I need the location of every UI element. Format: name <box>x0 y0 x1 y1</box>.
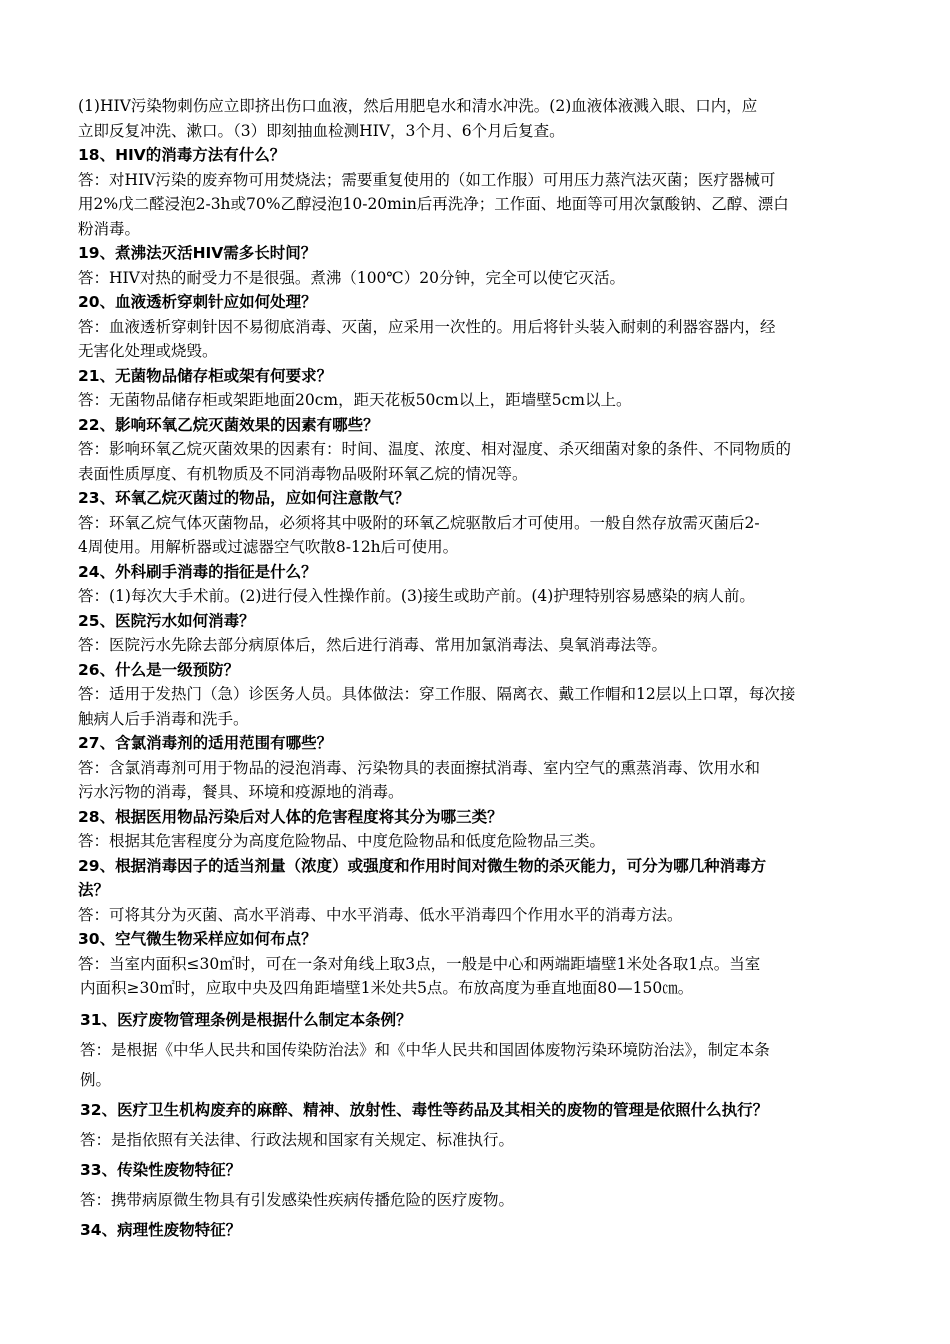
question-29-cont: 法？ <box>78 881 110 899</box>
answer-26-line: 答：适用于发热门（急）诊医务人员。具体做法：穿工作服、隔离衣、戴工作帽和12层以上口罩，每次接 <box>78 685 796 703</box>
question-28: 28、根据医用物品污染后对人体的危害程度将其分为哪三类？ <box>78 807 503 826</box>
answer-23-line: 4周使用。用解析器或过滤器空气吹散8-12h后可使用。 <box>78 538 459 556</box>
section-31-34 <box>78 1005 908 1245</box>
question-24: 24、外科刷手消毒的指征是什么？ <box>78 562 317 581</box>
answer-24-line: 答：(1)每次大手术前。(2)进行侵入性操作前。(3)接生或助产前。(4)护理特别容易感染的病人前。 <box>78 587 755 605</box>
question-34: 34、病理性废物特征？ <box>80 1220 242 1239</box>
answer-33-line: 答：携带病原微生物具有引发感染性疾病传播危险的医疗废物。 <box>80 1190 515 1209</box>
answer-18-line: 答：对HIV污染的废弃物可用焚烧法；需要重复使用的（如工作服）可用压力蒸汽法灭菌；医疗器械可 <box>78 170 776 189</box>
question-29: 29、根据消毒因子的适当剂量（浓度）或强度和作用时间对微生物的杀灭能力，可分为哪几种消毒方 <box>78 856 767 875</box>
question-25: 25、医院污水如何消毒？ <box>78 611 255 630</box>
answer-21-line: 答：无菌物品储存柜或架距地面20cm，距天花板50cm以上，距墙壁5cm以上。 <box>78 391 632 409</box>
question-21: 21、无菌物品储存柜或架有何要求？ <box>78 366 333 385</box>
answer-27-line: 答：含氯消毒剂可用于物品的浸泡消毒、污染物具的表面擦拭消毒、室内空气的熏蒸消毒、饮用水和 <box>78 758 761 777</box>
answer-18-line: 粉消毒。 <box>78 219 141 238</box>
answer-30-line: 答：当室内面积≤30㎡时，可在一条对角线上取3点，一般是中心和两端距墙壁1米处各取1点。当室 <box>78 954 761 973</box>
answer-29-line: 答：可将其分为灭菌、高水平消毒、中水平消毒、低水平消毒四个作用水平的消毒方法。 <box>78 905 683 924</box>
answer-25-line: 答：医院污水先除去部分病原体后，然后进行消毒、常用加氯消毒法、臭氧消毒法等。 <box>78 636 668 654</box>
answer-20-line: 无害化处理或烧毁。 <box>78 342 218 360</box>
answer-27-line: 污水污物的消毒，餐具、环境和疫源地的消毒。 <box>78 783 404 801</box>
answer-22-line: 答：影响环氧乙烷灭菌效果的因素有：时间、温度、浓度、相对湿度、杀灭细菌对象的条件、不同物质的 <box>78 440 792 458</box>
answer-23-line: 答：环氧乙烷气体灭菌物品，必须将其中吸附的环氧乙烷驱散后才可使用。一般自然存放需灭菌后2- <box>78 513 760 532</box>
answer-31-line: 答：是根据《中华人民共和国传染防治法》和《中华人民共和国固体废物污染环境防治法》，制定本条 <box>80 1040 770 1059</box>
answer-32-line: 答：是指依照有关法律、行政法规和国家有关规定、标准执行。 <box>80 1130 515 1149</box>
answer-19-line: 答：HIV对热的耐受力不是很强。煮沸（100℃）20分钟，完全可以使它灭活。 <box>78 268 625 287</box>
question-31: 31、医疗废物管理条例是根据什么制定本条例？ <box>80 1010 412 1029</box>
question-27: 27、含氯消毒剂的适用范围有哪些？ <box>78 734 333 752</box>
answer-18-line: 用2%戊二醛浸泡2-3h或70%乙醇浸泡10-20min后再洗净；工作面、地面等可用次氯酸钠、乙醇、漂白 <box>78 195 789 213</box>
answer-26-line: 触病人后手消毒和洗手。 <box>78 709 249 728</box>
answer-20-line: 答：血液透析穿刺针因不易彻底消毒、灭菌，应采用一次性的。用后将针头装入耐刺的利器容器内，经 <box>78 317 776 336</box>
question-23: 23、环氧乙烷灭菌过的物品，应如何注意散气？ <box>78 489 410 507</box>
answer-28-line: 答：根据其危害程度分为高度危险物品、中度危险物品和低度危险物品三类。 <box>78 832 606 850</box>
question-20: 20、血液透析穿刺针应如何处理？ <box>78 293 317 311</box>
question-32: 32、医疗卫生机构废弃的麻醉、精神、放射性、毒性等药品及其相关的废物的管理是依照什么执行？ <box>80 1100 769 1119</box>
question-30: 30、空气微生物采样应如何布点？ <box>78 930 317 948</box>
question-18: 18、HIV的消毒方法有什么？ <box>78 146 286 164</box>
answer-30-line: 内面积≥30㎡时，应取中央及四角距墙壁1米处共5点。布放高度为垂直地面80—150㎝。 <box>80 979 694 997</box>
answer-31-line: 例。 <box>80 1070 112 1089</box>
question-33: 33、传染性废物特征？ <box>80 1160 242 1179</box>
question-26: 26、什么是一级预防？ <box>78 660 240 679</box>
document-page <box>78 94 908 1245</box>
question-22: 22、影响环氧乙烷灭菌效果的因素有哪些？ <box>78 415 379 434</box>
text-line: 立即反复冲洗、漱口。（3）即刻抽血检测HIV，3个月、6个月后复查。 <box>78 121 565 140</box>
answer-22-line: 表面性质厚度、有机物质及不同消毒物品吸附环氧乙烷的情况等。 <box>78 464 528 483</box>
text-line: (1)HIV污染物刺伤应立即挤出伤口血液，然后用肥皂水和清水冲洗。(2)血液体液溅入眼、口内，应 <box>78 97 758 115</box>
question-19: 19、煮沸法灭活HIV需多长时间？ <box>78 244 317 262</box>
